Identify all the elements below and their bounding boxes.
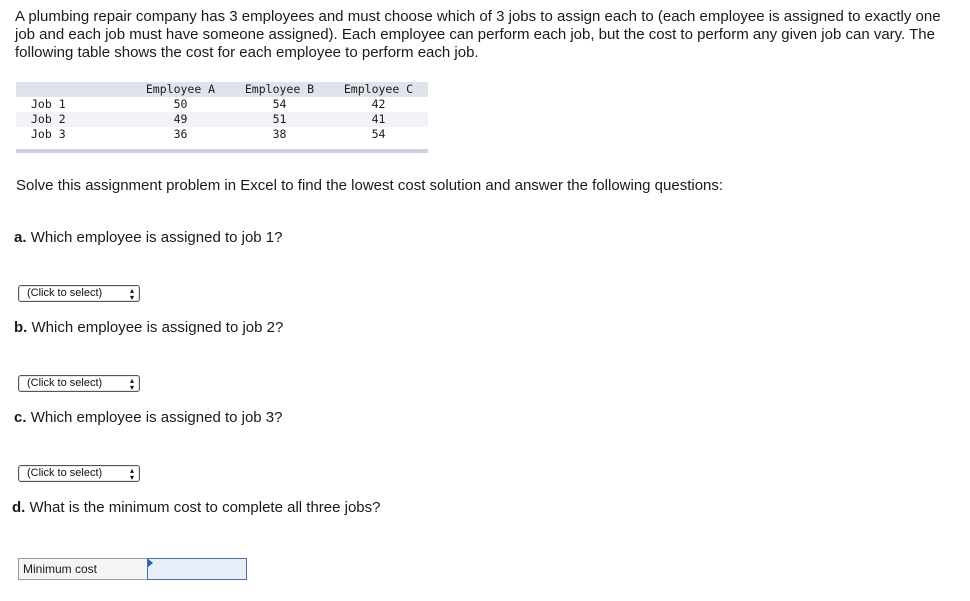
table-cell: 54: [371, 127, 386, 141]
question-letter: c.: [14, 409, 27, 426]
problem-statement: A plumbing repair company has 3 employees and must choose which of 3 jobs to assign each to (each employee is assigned to exactly one job and each job must have someone assigned). Each employee can perform each job, but the cost to perform any given job can vary. The following table shows the cost for each employee to perform each job.: [15, 8, 941, 61]
table-header-corner: [16, 82, 131, 97]
select-value: (Click to select): [27, 287, 103, 299]
table-cell: 42: [371, 97, 386, 111]
updown-arrows-icon: ▴ ▾: [129, 466, 134, 482]
table-header-row: [16, 82, 428, 97]
table-header-employee-a: Employee A: [145, 82, 216, 96]
question-letter: d.: [12, 499, 26, 516]
question-text: What is the minimum cost to complete all three jobs?: [29, 499, 381, 516]
job2-employee-select[interactable]: [18, 375, 140, 392]
select-value: (Click to select): [27, 467, 103, 479]
table-header-employee-b: Employee B: [244, 82, 315, 96]
updown-arrows-icon: ▴ ▾: [129, 376, 134, 392]
table-bottom-rule: [16, 149, 428, 153]
question-b: [14, 319, 283, 336]
table-header-employee-c: Employee C: [343, 82, 414, 96]
question-c: [14, 409, 283, 426]
table-cell: 38: [272, 127, 287, 141]
table-cell: 50: [173, 97, 188, 111]
table-cell: 54: [272, 97, 287, 111]
table-row: [16, 112, 428, 127]
instructions-text: Solve this assignment problem in Excel to find the lowest cost solution and answer the following questions:: [16, 177, 724, 194]
row-label: Job 2: [31, 112, 66, 126]
minimum-cost-input[interactable]: [149, 559, 243, 579]
table-row: [16, 127, 428, 142]
question-text: Which employee is assigned to job 1?: [30, 229, 283, 246]
job3-employee-select[interactable]: [18, 465, 140, 482]
question-a: [14, 229, 283, 246]
minimum-cost-label: Minimum cost: [18, 558, 148, 580]
table-cell: 49: [173, 112, 188, 126]
question-letter: a.: [14, 229, 27, 246]
updown-arrows-icon: ▴ ▾: [129, 286, 134, 302]
minimum-cost-field[interactable]: [147, 558, 247, 580]
job1-employee-select[interactable]: [18, 285, 140, 302]
row-label: Job 1: [31, 97, 66, 111]
minimum-cost-row: [18, 558, 247, 580]
question-letter: b.: [14, 319, 28, 336]
cost-table: [16, 82, 428, 142]
row-label: Job 3: [31, 127, 66, 141]
question-d: [12, 499, 381, 516]
table-row: [16, 97, 428, 112]
question-text: Which employee is assigned to job 3?: [30, 409, 283, 426]
table-cell: 51: [272, 112, 287, 126]
table-cell: 41: [371, 112, 386, 126]
table-cell: 36: [173, 127, 188, 141]
select-value: (Click to select): [27, 377, 103, 389]
cell-flag-icon: [148, 559, 153, 567]
question-text: Which employee is assigned to job 2?: [31, 319, 284, 336]
